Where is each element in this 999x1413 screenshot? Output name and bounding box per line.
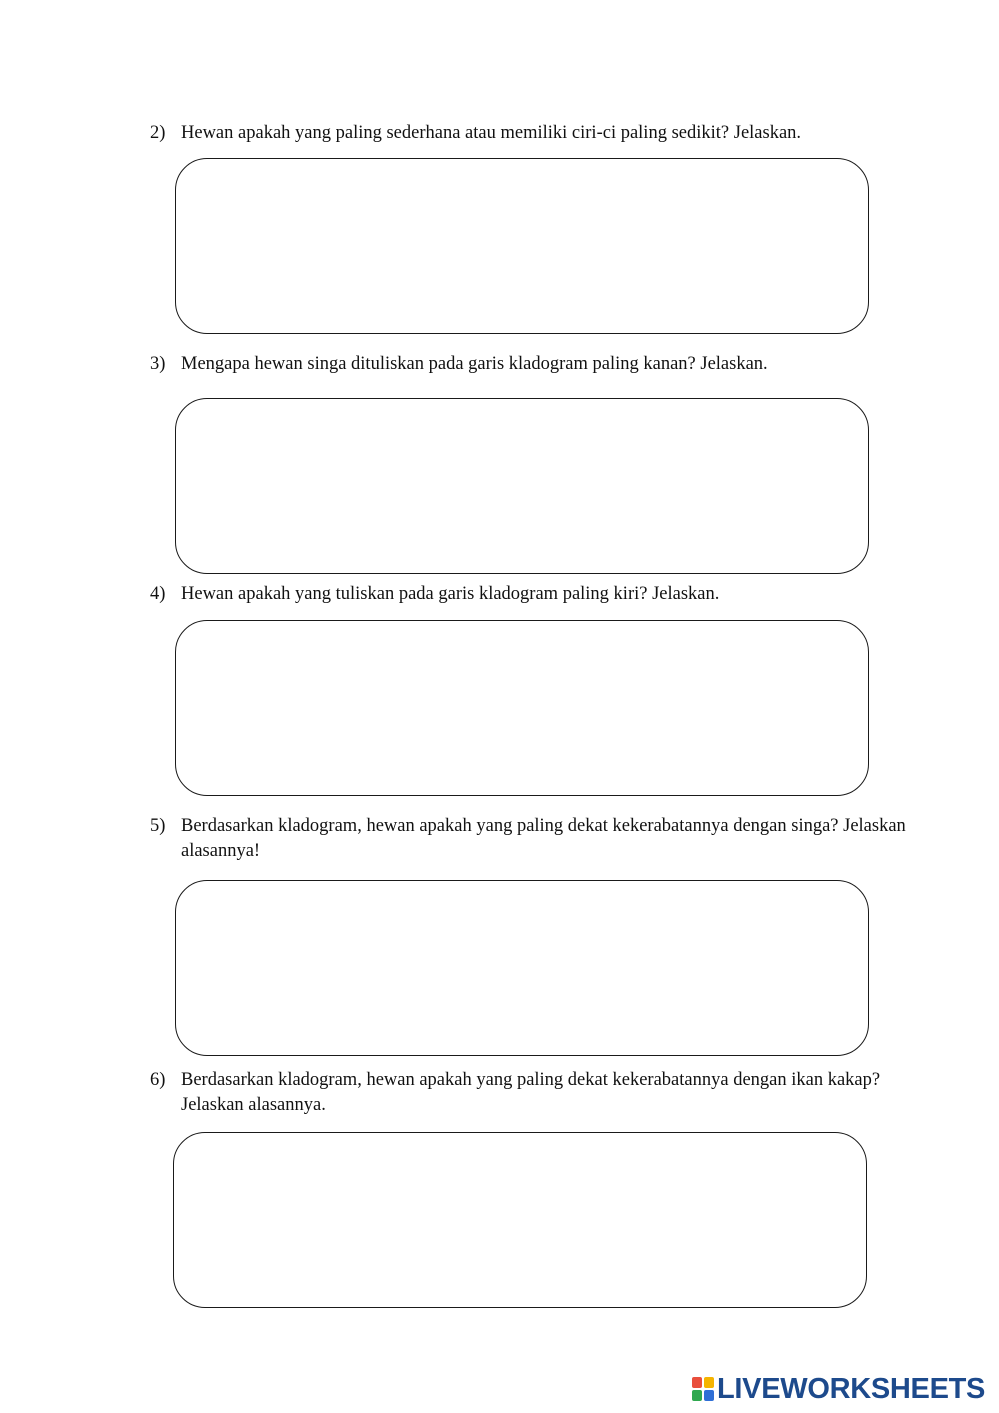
answer-box-6[interactable] [173, 1132, 867, 1308]
question-3 [150, 352, 910, 377]
question-number: 5) [150, 816, 166, 836]
question-text: Hewan apakah yang tuliskan pada garis kladogram paling kiri? Jelaskan. [181, 584, 720, 604]
answer-box-5[interactable] [175, 880, 869, 1056]
liveworksheets-logo-icon [692, 1377, 714, 1401]
question-number: 6) [150, 1070, 166, 1090]
logo-square [704, 1390, 714, 1401]
liveworksheets-logo [692, 1374, 985, 1404]
question-text: Hewan apakah yang paling sederhana atau memiliki ciri-ci paling sedikit? Jelaskan. [181, 123, 802, 143]
question-4 [150, 582, 910, 607]
question-number: 2) [150, 123, 166, 143]
answer-box-4[interactable] [175, 620, 869, 796]
question-2 [150, 121, 910, 146]
logo-square [692, 1390, 702, 1401]
logo-text: LIVEWORKSHEETS [717, 1373, 986, 1405]
question-text: Mengapa hewan singa dituliskan pada garis kladogram paling kanan? Jelaskan. [181, 354, 768, 374]
question-6 [150, 1068, 910, 1118]
logo-square [704, 1377, 714, 1388]
answer-box-3[interactable] [175, 398, 869, 574]
question-text: Berdasarkan kladogram, hewan apakah yang paling dekat kekerabatannya dengan singa? Jelaskan alasannya! [181, 816, 906, 861]
question-5 [150, 814, 910, 864]
question-text: Berdasarkan kladogram, hewan apakah yang paling dekat kekerabatannya dengan ikan kakap? Jelaskan alasannya. [181, 1070, 881, 1115]
question-number: 4) [150, 584, 166, 604]
answer-box-2[interactable] [175, 158, 869, 334]
question-number: 3) [150, 354, 166, 374]
logo-square [692, 1377, 702, 1388]
